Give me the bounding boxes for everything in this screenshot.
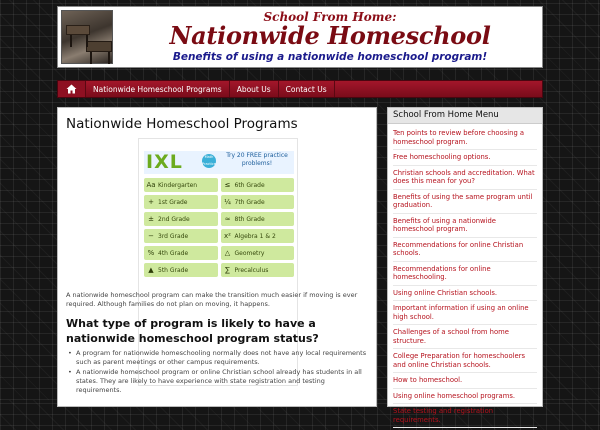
grade-tile[interactable] bbox=[221, 229, 295, 243]
sidebar-link[interactable]: Benefits of using a nationwide homeschool program. bbox=[393, 214, 537, 238]
grade-grid bbox=[144, 178, 294, 277]
grade-symbol-icon: ± bbox=[148, 215, 154, 223]
grade-tile[interactable] bbox=[221, 263, 295, 277]
grade-tile[interactable] bbox=[221, 246, 295, 260]
grade-tile[interactable] bbox=[144, 263, 218, 277]
grade-tile[interactable] bbox=[144, 229, 218, 243]
header-photo bbox=[61, 10, 113, 64]
header-tagline-top: School From Home: bbox=[263, 10, 397, 24]
grade-label: Precalculus bbox=[234, 266, 269, 274]
grade-symbol-icon: − bbox=[148, 232, 154, 240]
sidebar-link[interactable]: Christian schools and accreditation. What does this mean for you? bbox=[393, 166, 537, 190]
header-tagline-bottom: Benefits of using a nationwide homeschool program! bbox=[172, 51, 488, 63]
list-item: • A program for nationwide homeschooling normally does not have any local requirements such as parent meetings or other campus requirements. bbox=[68, 349, 368, 367]
grade-tile[interactable] bbox=[221, 212, 295, 226]
grade-label: 5th Grade bbox=[158, 266, 189, 274]
grade-label: Geometry bbox=[234, 249, 265, 257]
sidebar-link[interactable]: Recommendations for online homeschooling. bbox=[393, 262, 537, 286]
grade-label: 2nd Grade bbox=[158, 215, 190, 223]
sidebar-link[interactable]: Free homeschooling options. bbox=[393, 150, 537, 166]
sidebar-link[interactable]: Using online Christian schools. bbox=[393, 286, 537, 302]
sidebar-title: School From Home Menu bbox=[388, 108, 542, 124]
nav-item-programs[interactable]: Nationwide Homeschool Programs bbox=[86, 81, 230, 97]
sidebar-link[interactable]: College Preparation for homeschoolers and online Christian schools. bbox=[393, 349, 537, 373]
intro-paragraph: A nationwide homeschool program can make the transition much easier if moving is ever required. Although families do not plan on moving, it happens. bbox=[66, 291, 358, 308]
sidebar-link[interactable]: Challenges of a school from home structure. bbox=[393, 325, 537, 349]
site-title[interactable]: Nationwide Homeschool bbox=[169, 21, 491, 50]
grade-tile[interactable] bbox=[144, 195, 218, 209]
ad-header bbox=[144, 151, 294, 174]
grade-label: 6th Grade bbox=[234, 181, 265, 189]
sidebar-link[interactable]: How to homeschool. bbox=[393, 373, 537, 389]
nav-item-contact[interactable]: Contact Us bbox=[279, 81, 335, 97]
grade-tile[interactable] bbox=[144, 246, 218, 260]
grade-tile[interactable] bbox=[221, 195, 295, 209]
grade-symbol-icon: ∑ bbox=[225, 266, 230, 274]
page-title: Nationwide Homeschool Programs bbox=[66, 116, 298, 132]
grade-label: Kindergarten bbox=[158, 181, 198, 189]
sidebar-link[interactable]: State testing and registration requirements. bbox=[393, 404, 537, 428]
ixl-logo: IXL bbox=[146, 151, 183, 173]
section-heading: What type of program is likely to have a nationwide homeschool program status? bbox=[66, 317, 319, 345]
sidebar-link[interactable]: Ten points to review before choosing a homeschool program. bbox=[393, 126, 537, 150]
sidebar-link[interactable]: Important information if using an online high school. bbox=[393, 301, 537, 325]
sidebar-menu bbox=[388, 124, 542, 430]
bullet-list bbox=[68, 349, 368, 396]
grade-symbol-icon: △ bbox=[224, 249, 231, 257]
grade-label: 4th Grade bbox=[158, 249, 189, 257]
grade-symbol-icon: Aa bbox=[146, 181, 156, 189]
home-icon bbox=[66, 84, 77, 94]
grade-label: 3rd Grade bbox=[158, 232, 189, 240]
grade-tile[interactable] bbox=[144, 212, 218, 226]
nav-item-about[interactable]: About Us bbox=[230, 81, 279, 97]
nav-home-button[interactable] bbox=[58, 81, 86, 97]
list-item: • A nationwide homeschool program or online Christian school already has students in all states. They are likely to have experience with state registration and testing requirements. bbox=[68, 368, 368, 395]
sidebar-link[interactable]: Benefits of using the same program until graduation. bbox=[393, 190, 537, 214]
main-navigation bbox=[57, 80, 543, 98]
grade-symbol-icon: ▲ bbox=[148, 266, 154, 274]
sidebar-link[interactable]: Using online homeschool programs. bbox=[393, 389, 537, 405]
grade-label: 7th Grade bbox=[234, 198, 265, 206]
grade-symbol-icon: % bbox=[147, 249, 155, 257]
grade-symbol-icon: x² bbox=[224, 232, 231, 240]
sidebar-link[interactable]: Recommendations for online Christian schools. bbox=[393, 238, 537, 262]
grade-tile[interactable] bbox=[144, 178, 218, 192]
site-header bbox=[57, 6, 543, 68]
grade-label: 1st Grade bbox=[158, 198, 188, 206]
grade-symbol-icon: + bbox=[148, 198, 154, 206]
grade-symbol-icon: ≈ bbox=[224, 215, 231, 223]
grade-symbol-icon: ¼ bbox=[224, 198, 231, 206]
sidebar bbox=[387, 107, 543, 424]
main-content bbox=[57, 107, 377, 407]
grade-label: Algebra 1 & 2 bbox=[234, 232, 276, 240]
grade-tile[interactable] bbox=[221, 178, 295, 192]
math-practice-badge: Math Practice bbox=[202, 155, 216, 166]
ad-promo-text: Try 20 FREE practice problems! bbox=[226, 152, 288, 167]
grade-label: 8th Grade bbox=[234, 215, 265, 223]
grade-symbol-icon: ≤ bbox=[224, 181, 231, 189]
